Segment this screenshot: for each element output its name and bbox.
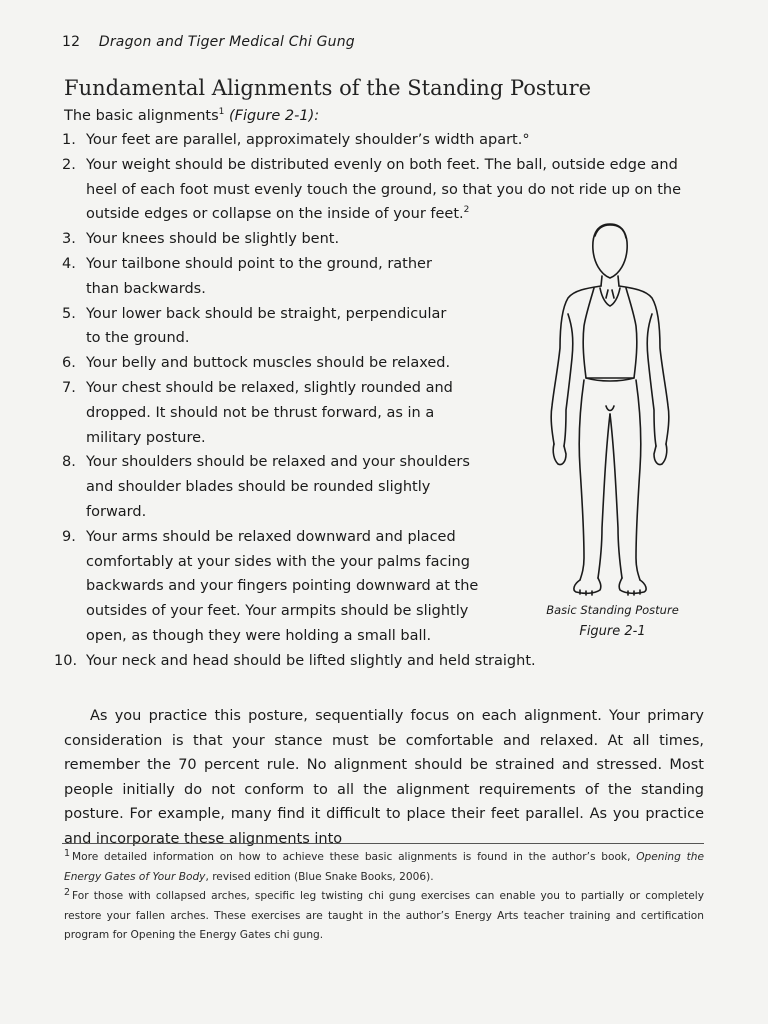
figure-tank-top xyxy=(583,288,637,378)
book-title: Dragon and Tiger Medical Chi Gung xyxy=(98,34,355,50)
alignment-item xyxy=(62,525,506,649)
alignment-item xyxy=(54,649,712,674)
figure-left-leg xyxy=(579,380,610,580)
item-text: Your chest should be relaxed, slightly rounded and dropped. It should not be thrust forward, as in a military posture. xyxy=(86,379,453,446)
figure-toes xyxy=(580,590,640,595)
item-number: 10. xyxy=(54,652,78,669)
standing-posture-figure xyxy=(540,218,680,598)
footnote-mark: 1 xyxy=(64,848,71,859)
running-head xyxy=(62,34,355,50)
figure-left-hand xyxy=(553,444,566,465)
figure-caption-text: Basic Standing Posture xyxy=(546,603,679,617)
figure-right-leg xyxy=(610,380,641,580)
item-text: Your arms should be relaxed downward and placed comfortably at your sides with the your palms facing backwards and your fingers pointing downward at the outsides of your feet. Your armpits should be slightly open, as though they were holding a small ball. xyxy=(86,528,479,644)
figure-caption xyxy=(530,600,695,642)
item-text: Your belly and buttock muscles should be relaxed. xyxy=(86,355,451,372)
alignment-item xyxy=(62,376,474,450)
alignment-item xyxy=(62,128,712,153)
figure-left-foot xyxy=(574,578,601,593)
item-text: Your tailbone should point to the ground, rather than backwards. xyxy=(86,255,432,297)
alignment-item xyxy=(62,252,452,302)
item-text: Your shoulders should be relaxed and your shoulders and shoulder blades should be rounded slightly forward. xyxy=(86,454,470,520)
footnote-ref-1: 1 xyxy=(218,107,225,117)
item-number: 9. xyxy=(62,528,76,545)
figure-right-arm xyxy=(619,286,669,446)
item-number: 5. xyxy=(62,305,76,322)
body-paragraph: As you practice this posture, sequentially focus on each alignment. Your primary consideration is that your stance must be comfortable and relaxed. At all times, remember the 70 percent rule. No alignment should be strained and stressed. Most people initially do not conform to all the alignment requirements of the standing posture. For example, many find it difficult to place their feet parallel. As you practice and incorporate these alignments into xyxy=(64,708,704,847)
alignment-item xyxy=(62,302,462,352)
item-text: Your lower back should be straight, perpendicular to the ground. xyxy=(86,305,447,347)
footnote-book-title: Opening the Energy Gates of Your Body xyxy=(64,851,704,883)
footnote-2 xyxy=(64,887,704,946)
section-title: Fundamental Alignments of the Standing Posture xyxy=(64,76,592,100)
figure-right-foot xyxy=(619,578,646,593)
item-number: 8. xyxy=(62,454,76,471)
figure-chest-detail xyxy=(606,290,614,298)
item-number: 1. xyxy=(62,132,76,148)
footnote-mark: 2 xyxy=(64,887,71,898)
item-number: 2. xyxy=(62,156,76,173)
footnote-text: For those with collapsed arches, specific leg twisting chi gung exercises can enable you to partially or completely restore your fallen arches. These exercises are taught in the author’s Energy Arts teacher training and certification program for Opening the Energy Gates chi gung. xyxy=(64,890,704,941)
footnotes xyxy=(64,848,704,946)
item-text: Your neck and head should be lifted slightly and held straight. xyxy=(86,652,536,669)
alignment-item xyxy=(62,153,712,227)
figure-head xyxy=(593,224,627,278)
footnote-text-end: , revised edition (Blue Snake Books, 2006). xyxy=(205,870,434,883)
footnote-ref-2: 2 xyxy=(463,205,470,216)
footnote-1 xyxy=(64,848,704,887)
footnote-text: More detailed information on how to achieve these basic alignments is found in the author’s book, xyxy=(72,851,637,863)
figure-left-arm xyxy=(551,286,601,446)
alignment-item xyxy=(62,450,474,524)
footnote-rule xyxy=(62,843,704,844)
item-number: 6. xyxy=(62,355,76,372)
figure-right-hand xyxy=(654,444,667,465)
item-number: 7. xyxy=(62,379,76,396)
item-text: Your weight should be distributed evenly on both feet. The ball, outside edge and heel of each foot must evenly touch the ground, so that you do not ride up on the outside edges or collapse on the inside of your feet. xyxy=(86,156,681,223)
figure-reference: (Figure 2-1): xyxy=(229,108,320,124)
item-text: Your knees should be slightly bent. xyxy=(86,231,340,248)
item-text: Your feet are parallel, approximately shoulder’s width apart.° xyxy=(86,132,530,148)
intro-text: The basic alignments xyxy=(64,108,219,124)
figure-number: Figure 2-1 xyxy=(579,624,646,639)
item-number: 4. xyxy=(62,255,76,272)
figure-crotch xyxy=(606,406,614,411)
standing-figure-illustration xyxy=(540,218,680,598)
item-number: 3. xyxy=(62,231,76,248)
intro-line xyxy=(64,104,319,128)
page-number: 12 xyxy=(62,34,81,50)
